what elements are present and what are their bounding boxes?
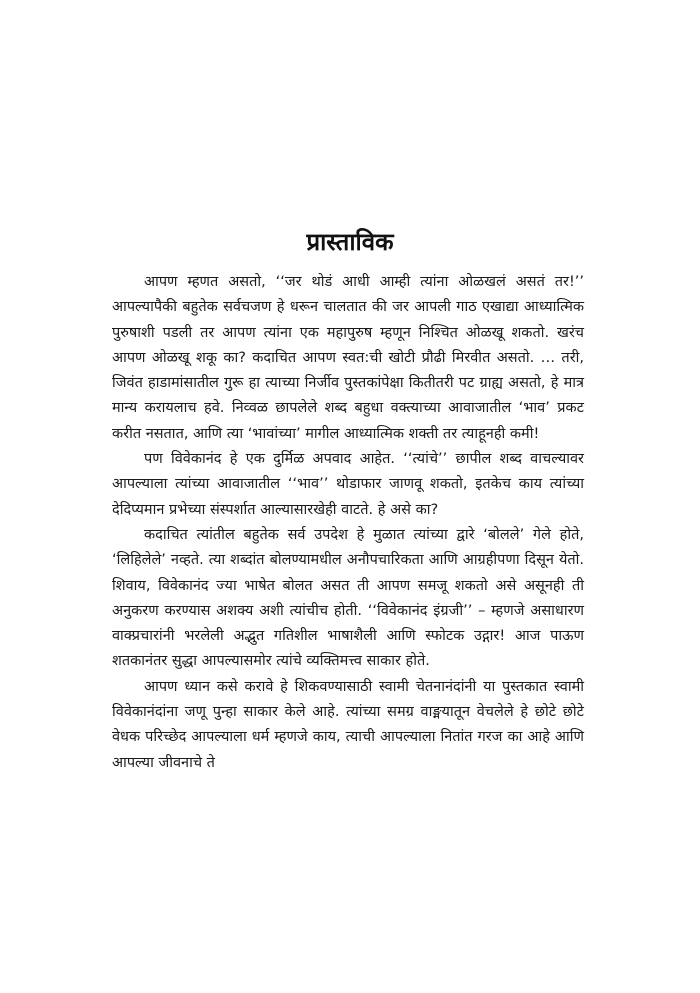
chapter-title: प्रास्ताविक	[306, 228, 394, 256]
paragraph-4: आपण ध्यान कसे करावे हे शिकवण्यासाठी स्वामी चेतनानंदांनी या पुस्तकात स्वामी विवेकानंदांना जणू पुन्हा साकार केले आहे. त्यांच्या समग्र वाङ्मयातून वेचलेले हे छोटे छोटे वेधक परिच्छेद आपल्याला धर्म म्हणजे काय, त्याची आपल्याला नितांत गरज का आहे आणि आपल्या जीवनाचे ते	[112, 678, 584, 771]
body-text	[112, 270, 584, 776]
paragraph-3: कदाचित त्यांतील बहुतेक सर्व उपदेश हे मुळात त्यांच्या द्वारे ‘बोलले’ गेले होते, ‘लिहिलेले’ नव्हते. त्या शब्दांत बोलण्यामधील अनौपचारिकता आणि आग्रहीपणा दिसून येतो. शिवाय, विवेकानंद ज्या भाषेत बोलत असत ती आपण समजू शकतो असे असूनही ती अनुकरण करण्यास अशक्य अशी त्यांचीच होती. ‘‘विवेकानंद इंग्रजी’’ – म्हणजे असाधारण वाक्प्रचारांनी भरलेली अद्भुत गतिशील भाषाशैली आणि स्फोटक उद्गार! आज पाऊण शतकानंतर सुद्धा आपल्यासमोर त्यांचे व्यक्तिमत्त्व साकार होते.	[112, 526, 584, 670]
paragraph-2: पण विवेकानंद हे एक दुर्मिळ अपवाद आहेत. ‘‘त्यांचे’’ छापील शब्द वाचल्यावर आपल्याला त्यांच्या आवाजातील ‘‘भाव’’ थोडाफार जाणवू शकतो, इतकेच काय त्यांच्या देदिप्यमान प्रभेच्या संस्पर्शात आल्यासारखेही वाटते. हे असे का?	[112, 451, 584, 518]
paragraph-1: आपण म्हणत असतो, ‘‘जर थोडं आधी आम्ही त्यांना ओळखलं असतं तर!’’ आपल्यापैकी बहुतेक सर्वचजण हे धरून चालतात की जर आपली गाठ एखाद्या आध्यात्मिक पुरुषाशी पडली तर आपण त्यांना एक महापुरुष म्हणून निश्चित ओळखू शकतो. खरंच आपण ओळखू शकू का? कदाचित आपण स्वत:ची खोटी प्रौढी मिरवीत असतो. … तरी, जिवंत हाडामांसातील गुरू हा त्याच्या निर्जीव पुस्तकांपेक्षा कितीतरी पट ग्राह्य असतो, हे मात्र मान्य करायलाच हवे. निव्वळ छापलेले शब्द बहुधा वक्त्याच्या आवाजातील ‘भाव’ प्रकट करीत नसतात, आणि त्या ‘भावांच्या’ मागील आध्यात्मिक शक्ती तर त्याहूनही कमी!	[112, 274, 584, 442]
